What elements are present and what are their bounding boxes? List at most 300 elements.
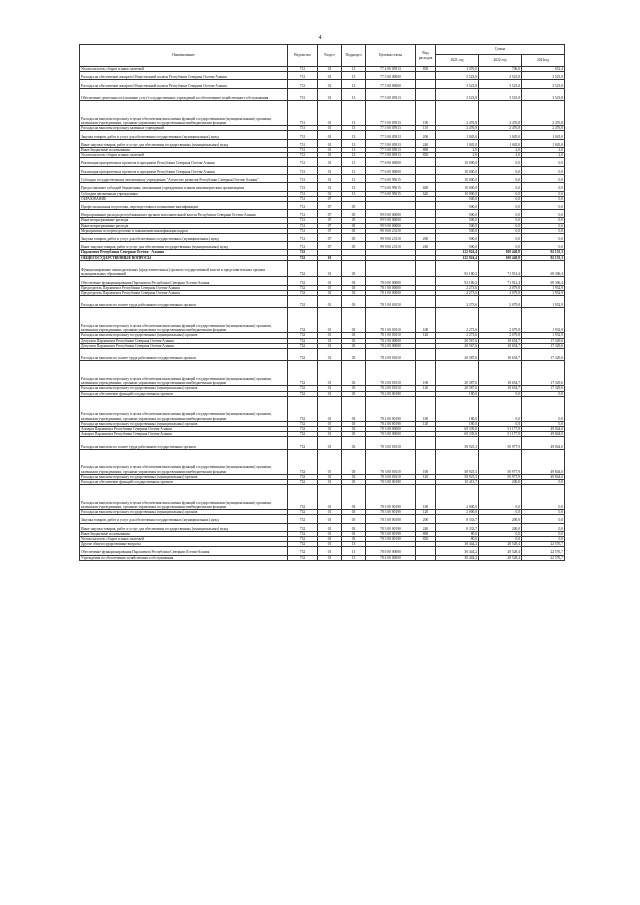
row-expense-type	[416, 277, 436, 285]
row-sum-2022: 0,0	[479, 196, 522, 201]
row-expense-type: 120	[416, 333, 436, 338]
row-sum-2021: 3 523,8	[436, 88, 479, 101]
row-target-article: 77 5 00 05913	[366, 139, 416, 147]
row-name: Парламент Республики Северная Осетия - Алания	[80, 250, 288, 255]
row-razdel: 07	[318, 233, 342, 241]
row-sum-2023: 1 932,9	[522, 333, 565, 338]
row-sum-2022: 0,0	[479, 242, 522, 250]
row-sum-2021: 10 000,0	[436, 158, 479, 166]
row-ved: 731	[288, 126, 318, 131]
budget-table	[79, 44, 565, 561]
row-name: Расходы на выплаты персоналу в целях обеспечения выполнения функций государственными (муниципальными) органами, казенными учреждениями, органами управления государственными внебюджетными фондами	[80, 308, 288, 333]
row-name: Иные бюджетные ассигнования	[80, 148, 288, 153]
row-razdel: 01	[318, 139, 342, 147]
table-row	[80, 233, 565, 241]
row-ved: 732	[288, 479, 318, 484]
table-row	[80, 361, 565, 386]
row-ved: 732	[288, 338, 318, 343]
row-target-article: 77 6 00 95015	[366, 183, 416, 191]
row-sum-2021: 80,0	[436, 531, 479, 536]
row-expense-type: 240	[416, 523, 436, 531]
row-expense-type: 850	[416, 536, 436, 541]
row-ved: 732	[288, 348, 318, 361]
page-number: 4	[318, 35, 322, 41]
row-sum-2021: 92 180,2	[436, 277, 479, 285]
row-podrazdel: 13	[342, 80, 366, 88]
row-sum-2022: 200,0	[479, 479, 522, 484]
row-ved: 731	[288, 148, 318, 153]
row-sum-2022: 0,0	[479, 421, 522, 426]
row-ved: 732	[288, 285, 318, 290]
row-name: Иные закупки товаров, работ и услуг для обеспечения государственных (муниципальных) нужд	[80, 139, 288, 147]
row-razdel: 01	[318, 343, 342, 348]
row-sum-2023: 1 932,9	[522, 295, 565, 308]
row-sum-2023: 22 576,7	[522, 542, 565, 547]
row-sum-2022: 0,0	[479, 191, 522, 196]
row-name: Уплата налогов, сборов и иных платежей	[80, 536, 288, 541]
row-ved: 731	[288, 153, 318, 158]
row-sum-2021: 500,0	[436, 218, 479, 223]
row-podrazdel: 13	[342, 158, 366, 166]
row-ved: 732	[288, 333, 318, 338]
row-podrazdel: 03	[342, 421, 366, 426]
row-podrazdel: 03	[342, 449, 366, 474]
row-razdel: 01	[318, 295, 342, 308]
row-razdel: 01	[318, 131, 342, 139]
row-ved: 732	[288, 290, 318, 295]
row-target-article: 77 5 00 00000	[366, 80, 416, 88]
table-row	[80, 201, 565, 209]
row-ved: 732	[288, 421, 318, 426]
row-razdel: 07	[318, 242, 342, 250]
row-name: Расходы на выплаты персоналу государственных (муниципальных) органов	[80, 510, 288, 515]
row-ved: 732	[288, 531, 318, 536]
table-row	[80, 277, 565, 285]
row-sum-2022: 2 079,8	[479, 295, 522, 308]
table-row	[80, 295, 565, 308]
row-razdel: 01	[318, 126, 342, 131]
row-razdel: 01	[318, 536, 342, 541]
row-name: Непрограммные расходы республиканских органов исполнительной власти Республики Северная Осетия-Алания	[80, 210, 288, 218]
row-podrazdel: 05	[342, 201, 366, 209]
row-razdel: 07	[318, 196, 342, 201]
row-sum-2022: 51 177,9	[479, 432, 522, 437]
row-razdel: 07	[318, 210, 342, 218]
row-sum-2022: 2,0	[479, 148, 522, 153]
row-razdel: 01	[318, 183, 342, 191]
row-target-article: 77 5 00 05913	[366, 88, 416, 101]
row-target-article: 99 9 00 00000	[366, 218, 416, 223]
row-expense-type: 100	[416, 361, 436, 386]
row-sum-2023: 0,0	[522, 201, 565, 209]
row-target-article: 78 4 00 00000	[366, 555, 416, 560]
row-razdel: 01	[318, 386, 342, 391]
row-sum-2021: 10 000,0	[436, 191, 479, 196]
row-podrazdel: 03	[342, 295, 366, 308]
table-row	[80, 80, 565, 88]
row-target-article: 78 2 00 00110	[366, 386, 416, 391]
row-podrazdel: 03	[342, 485, 366, 510]
row-sum-2022: 1 045,0	[479, 131, 522, 139]
row-target-article: 78 0 00 00000	[366, 547, 416, 555]
row-podrazdel: 03	[342, 386, 366, 391]
row-target-article: 77 5 00 05913	[366, 148, 416, 153]
row-razdel: 01	[318, 191, 342, 196]
row-sum-2021: 2 476,8	[436, 126, 479, 131]
row-sum-2022: 100 440,8	[479, 250, 522, 255]
row-name: Обеспечение функционирования Парламента Республики Северная Осетия-Алания	[80, 547, 288, 555]
row-sum-2022: 18 654,7	[479, 361, 522, 386]
row-ved: 732	[288, 386, 318, 391]
row-sum-2022: 0,0	[479, 174, 522, 182]
row-sum-2021: 58 925,3	[436, 449, 479, 474]
row-expense-type	[416, 210, 436, 218]
header-podrazdel: Подраздел	[342, 45, 366, 67]
row-target-article: 78 2 00 00110	[366, 361, 416, 386]
row-sum-2023: 69 306,4	[522, 260, 565, 277]
row-expense-type: 240	[416, 139, 436, 147]
row-sum-2023: 17 329,6	[522, 338, 565, 343]
row-sum-2022: 0,0	[479, 396, 522, 421]
row-sum-2022: 2 476,8	[479, 126, 522, 131]
table-row	[80, 242, 565, 250]
row-sum-2022: 18 654,7	[479, 338, 522, 343]
row-razdel: 01	[318, 421, 342, 426]
row-sum-2021: 20 387,6	[436, 361, 479, 386]
row-sum-2021: 500,0	[436, 196, 479, 201]
row-podrazdel: 03	[342, 515, 366, 523]
row-sum-2023: 1 932,9	[522, 285, 565, 290]
row-sum-2022: 0,0	[479, 158, 522, 166]
row-sum-2021: 2 273,6	[436, 290, 479, 295]
row-ved: 732	[288, 260, 318, 277]
row-sum-2022: 0,0	[479, 223, 522, 228]
row-sum-2023: 1 045,0	[522, 139, 565, 147]
row-name: Депутаты Парламента Республики Северная Осетия-Алания	[80, 338, 288, 343]
row-target-article: 78 3 00 00110	[366, 474, 416, 479]
row-sum-2021: 2 273,6	[436, 308, 479, 333]
row-target-article: 78 3 00 00000	[366, 432, 416, 437]
row-razdel: 01	[318, 158, 342, 166]
row-target-article: 78 3 00 00190	[366, 536, 416, 541]
row-name: Расходы на выплаты персоналу государственных (муниципальных) органов	[80, 474, 288, 479]
row-podrazdel: 03	[342, 510, 366, 515]
row-sum-2023: 0,0	[522, 191, 565, 196]
row-name: Иные бюджетные ассигнования	[80, 531, 288, 536]
row-razdel: 01	[318, 285, 342, 290]
row-sum-2021: 500,0	[436, 223, 479, 228]
row-razdel: 01	[318, 338, 342, 343]
row-sum-2023: 2 476,8	[522, 126, 565, 131]
row-sum-2023: 1 045,0	[522, 131, 565, 139]
row-name: Расходы на обеспечение функций государственных органов	[80, 391, 288, 396]
row-expense-type	[416, 72, 436, 80]
row-sum-2021: 30 444,2	[436, 555, 479, 560]
row-name: Расходы на выплаты по оплате труда работников государственных органов	[80, 295, 288, 308]
row-ved: 731	[288, 131, 318, 139]
row-podrazdel: 05	[342, 233, 366, 241]
row-expense-type	[416, 166, 436, 174]
row-podrazdel: 03	[342, 348, 366, 361]
row-sum-2021: 180,0	[436, 391, 479, 396]
table-row	[80, 131, 565, 139]
row-target-article: 77 4 00 05913	[366, 67, 416, 72]
row-sum-2023: 49 844,0	[522, 437, 565, 450]
row-sum-2023: 0,0	[522, 210, 565, 218]
row-sum-2022: 3 523,8	[479, 80, 522, 88]
row-sum-2023: 0,0	[522, 396, 565, 421]
row-name: Председатель Парламента Республики Северная Осетия-Алания	[80, 285, 288, 290]
row-podrazdel: 13	[342, 555, 366, 560]
row-ved: 732	[288, 536, 318, 541]
row-ved: 731	[288, 191, 318, 196]
row-ved: 731	[288, 210, 318, 218]
row-razdel: 01	[318, 485, 342, 510]
row-ved: 732	[288, 542, 318, 547]
row-target-article: 78 1 00 00110	[366, 295, 416, 308]
table-body	[80, 67, 565, 561]
row-razdel: 01	[318, 260, 342, 277]
row-target-article: 99 0 00 00000	[366, 210, 416, 218]
row-target-article: 78 3 00 00000	[366, 426, 416, 431]
row-target-article: 78 0 00 00000	[366, 277, 416, 285]
row-expense-type	[416, 158, 436, 166]
row-expense-type: 850	[416, 67, 436, 72]
row-sum-2021: 2 000,0	[436, 510, 479, 515]
row-ved: 731	[288, 242, 318, 250]
row-ved: 731	[288, 88, 318, 101]
row-ved: 731	[288, 223, 318, 228]
row-podrazdel: 05	[342, 210, 366, 218]
row-expense-type: 100	[416, 449, 436, 474]
table-row	[80, 101, 565, 126]
row-expense-type: 100	[416, 485, 436, 510]
row-razdel: 01	[318, 432, 342, 437]
row-sum-2021: 180,0	[436, 421, 479, 426]
row-podrazdel: 13	[342, 191, 366, 196]
row-target-article: 78 3 00 00190	[366, 523, 416, 531]
row-sum-2021: 122 924,4	[436, 255, 479, 260]
row-razdel: 01	[318, 148, 342, 153]
row-name: Закупка товаров, работ и услуг для обеспечения государственных (муниципальных) нужд	[80, 515, 288, 523]
row-razdel: 01	[318, 88, 342, 101]
row-target-article: 77 5 00 05913	[366, 153, 416, 158]
row-sum-2021: 500,0	[436, 201, 479, 209]
row-target-article: 78 3 00 00190	[366, 485, 416, 510]
row-name: Мероприятия по переподготовке и повышению квалификации кадров	[80, 228, 288, 233]
row-sum-2022: 51 177,9	[479, 426, 522, 431]
row-sum-2022: 50 977,9	[479, 449, 522, 474]
row-name: Расходы на выплаты персоналу в целях обеспечения выполнения функций государственными (муниципальными) органами, казенными учреждениями, органами управления государственными внебюджетными фондами	[80, 485, 288, 510]
row-razdel: 01	[318, 449, 342, 474]
row-razdel: 01	[318, 308, 342, 333]
row-ved: 732	[288, 426, 318, 431]
row-ved: 731	[288, 166, 318, 174]
row-target-article: 77 6 00 95015	[366, 191, 416, 196]
row-sum-2023: 3 523,8	[522, 88, 565, 101]
row-ved: 731	[288, 158, 318, 166]
row-sum-2022: 0,0	[479, 166, 522, 174]
table-row	[80, 174, 565, 182]
row-ved: 731	[288, 67, 318, 72]
row-target-article: 78 2 00 00190	[366, 396, 416, 421]
row-sum-2022: 2 079,8	[479, 308, 522, 333]
row-name: Аппарат Парламента Республики Северная Осетия-Алания	[80, 426, 288, 431]
row-target-article: 78 3 00 00190	[366, 510, 416, 515]
row-sum-2023: 1 932,9	[522, 308, 565, 333]
row-sum-2023: 0,0	[522, 196, 565, 201]
row-sum-2021: 8 333,7	[436, 515, 479, 523]
row-sum-2023: 0,0	[522, 223, 565, 228]
row-razdel: 01	[318, 515, 342, 523]
row-target-article: 77 5 00 05913	[366, 126, 416, 131]
row-sum-2021: 2,0	[436, 153, 479, 158]
row-ved: 731	[288, 139, 318, 147]
row-sum-2022: 0,0	[479, 536, 522, 541]
row-podrazdel: 13	[342, 67, 366, 72]
table-row	[80, 139, 565, 147]
row-name: Другие общегосударственные вопросы	[80, 542, 288, 547]
row-name: Расходы на выплаты по оплате труда работников государственных органов	[80, 437, 288, 450]
row-podrazdel: 05	[342, 228, 366, 233]
row-sum-2023: 3 523,8	[522, 80, 565, 88]
row-target-article: 78 1 00 00000	[366, 285, 416, 290]
row-name: Иные закупки товаров, работ и услуг для обеспечения государственных (муниципальных) нужд	[80, 242, 288, 250]
row-sum-2021: 3 523,8	[436, 80, 479, 88]
row-sum-2022: 3 523,8	[479, 72, 522, 80]
row-name: Иные непрограммные расходы	[80, 223, 288, 228]
row-expense-type	[416, 555, 436, 560]
row-ved: 731	[288, 80, 318, 88]
row-sum-2023: 0,0	[522, 228, 565, 233]
row-ved: 732	[288, 343, 318, 348]
row-razdel: 01	[318, 361, 342, 386]
row-sum-2021: 20 387,6	[436, 348, 479, 361]
row-name: Реализация приоритетных проектов в программе Республики Северная Осетия-Алания	[80, 166, 288, 174]
row-ved: 732	[288, 432, 318, 437]
row-sum-2022: 18 654,7	[479, 386, 522, 391]
row-sum-2022: 200,0	[479, 515, 522, 523]
row-sum-2021: 2 476,8	[436, 101, 479, 126]
row-ved: 732	[288, 510, 318, 515]
row-ved: 731	[288, 72, 318, 80]
row-name: Закупка товаров, работ и услуг для обеспечения государственных (муниципальных) нужд	[80, 131, 288, 139]
row-sum-2023: 69 306,4	[522, 277, 565, 285]
row-target-article: 78 2 00 00190	[366, 421, 416, 426]
row-expense-type: 200	[416, 233, 436, 241]
row-podrazdel: 13	[342, 139, 366, 147]
row-podrazdel: 13	[342, 153, 366, 158]
row-ved: 732	[288, 250, 318, 255]
row-razdel: 01	[318, 474, 342, 479]
row-sum-2021: 69 339,0	[436, 426, 479, 431]
row-ved: 732	[288, 523, 318, 531]
row-sum-2021: 122 924,4	[436, 250, 479, 255]
row-razdel: 01	[318, 101, 342, 126]
row-razdel: 01	[318, 72, 342, 80]
row-sum-2023: 0,0	[522, 510, 565, 515]
row-podrazdel: 13	[342, 131, 366, 139]
row-podrazdel: 05	[342, 242, 366, 250]
row-expense-type: 800	[416, 148, 436, 153]
row-sum-2023: 17 329,6	[522, 343, 565, 348]
row-name: Расходы на обеспечение аппарата Общественной палаты Республики Северная Осетия-Алания	[80, 80, 288, 88]
row-target-article: 99 9 00 23110	[366, 228, 416, 233]
row-sum-2022: 0,0	[479, 485, 522, 510]
row-sum-2022: 2 079,8	[479, 290, 522, 295]
row-expense-type: 110	[416, 126, 436, 131]
header-year-2022: 2022 год	[479, 55, 522, 67]
row-sum-2022: 200,0	[479, 523, 522, 531]
row-sum-2023: 2 476,8	[522, 101, 565, 126]
row-ved: 732	[288, 515, 318, 523]
row-razdel: 01	[318, 523, 342, 531]
row-sum-2022: 0,0	[479, 183, 522, 191]
header-year-2021: 2021 год	[436, 55, 479, 67]
row-sum-2021: 2,0	[436, 148, 479, 153]
row-target-article	[366, 260, 416, 277]
row-podrazdel: 03	[342, 523, 366, 531]
row-ved: 731	[288, 196, 318, 201]
row-target-article: 78 3 00 00190	[366, 531, 416, 536]
header-expense-type: Вид расходов	[416, 45, 436, 67]
row-ved: 731	[288, 218, 318, 223]
row-sum-2023: 17 329,6	[522, 386, 565, 391]
row-razdel: 07	[318, 201, 342, 209]
row-sum-2023: 17 329,6	[522, 361, 565, 386]
row-ved: 731	[288, 183, 318, 191]
row-sum-2021: 20 567,6	[436, 343, 479, 348]
row-razdel: 01	[318, 437, 342, 450]
row-ved: 732	[288, 437, 318, 450]
row-sum-2022: 0,0	[479, 391, 522, 396]
row-razdel: 07	[318, 223, 342, 228]
row-target-article: 78 1 00 00110	[366, 308, 416, 333]
row-sum-2022: 71 912,4	[479, 260, 522, 277]
row-podrazdel: 03	[342, 474, 366, 479]
header-name: Наименование	[80, 45, 288, 67]
row-sum-2022: 706,0	[479, 67, 522, 72]
row-sum-2023: 1 932,9	[522, 290, 565, 295]
row-name: Расходы на выплаты персоналу казенных учреждений	[80, 126, 288, 131]
row-name: Расходы на выплаты персоналу в целях обеспечения выполнения функций государственными (муниципальными) органами, казенными учреждениями, органами управления государственными внебюджетными фондами	[80, 396, 288, 421]
row-podrazdel: 13	[342, 72, 366, 80]
row-razdel: 01	[318, 426, 342, 431]
row-sum-2022: 50 977,9	[479, 474, 522, 479]
table-row	[80, 555, 565, 560]
row-sum-2023: 49 844,0	[522, 474, 565, 479]
row-sum-2023: 0,0	[522, 242, 565, 250]
row-sum-2021: 500,0	[436, 210, 479, 218]
row-razdel: 01	[318, 547, 342, 555]
row-sum-2023: 0,0	[522, 515, 565, 523]
row-expense-type: 120	[416, 474, 436, 479]
row-sum-2022: 18 654,7	[479, 348, 522, 361]
row-ved: 731	[288, 201, 318, 209]
row-sum-2022: 50 977,9	[479, 437, 522, 450]
row-target-article: 78 2 00 00000	[366, 338, 416, 343]
row-target-article: 78 1 00 00110	[366, 333, 416, 338]
row-name: Иные закупки товаров, работ и услуг для обеспечения государственных (муниципальных) нужд	[80, 523, 288, 531]
row-expense-type	[416, 201, 436, 209]
row-ved: 732	[288, 474, 318, 479]
row-name: Предоставление субсидий бюджетным, автономным учреждениям и иным некоммерческим организациям	[80, 183, 288, 191]
row-target-article: 77 6 00 95015	[366, 174, 416, 182]
row-razdel: 01	[318, 396, 342, 421]
row-podrazdel: 03	[342, 290, 366, 295]
row-expense-type	[416, 260, 436, 277]
row-target-article: 99 9 00 23110	[366, 242, 416, 250]
